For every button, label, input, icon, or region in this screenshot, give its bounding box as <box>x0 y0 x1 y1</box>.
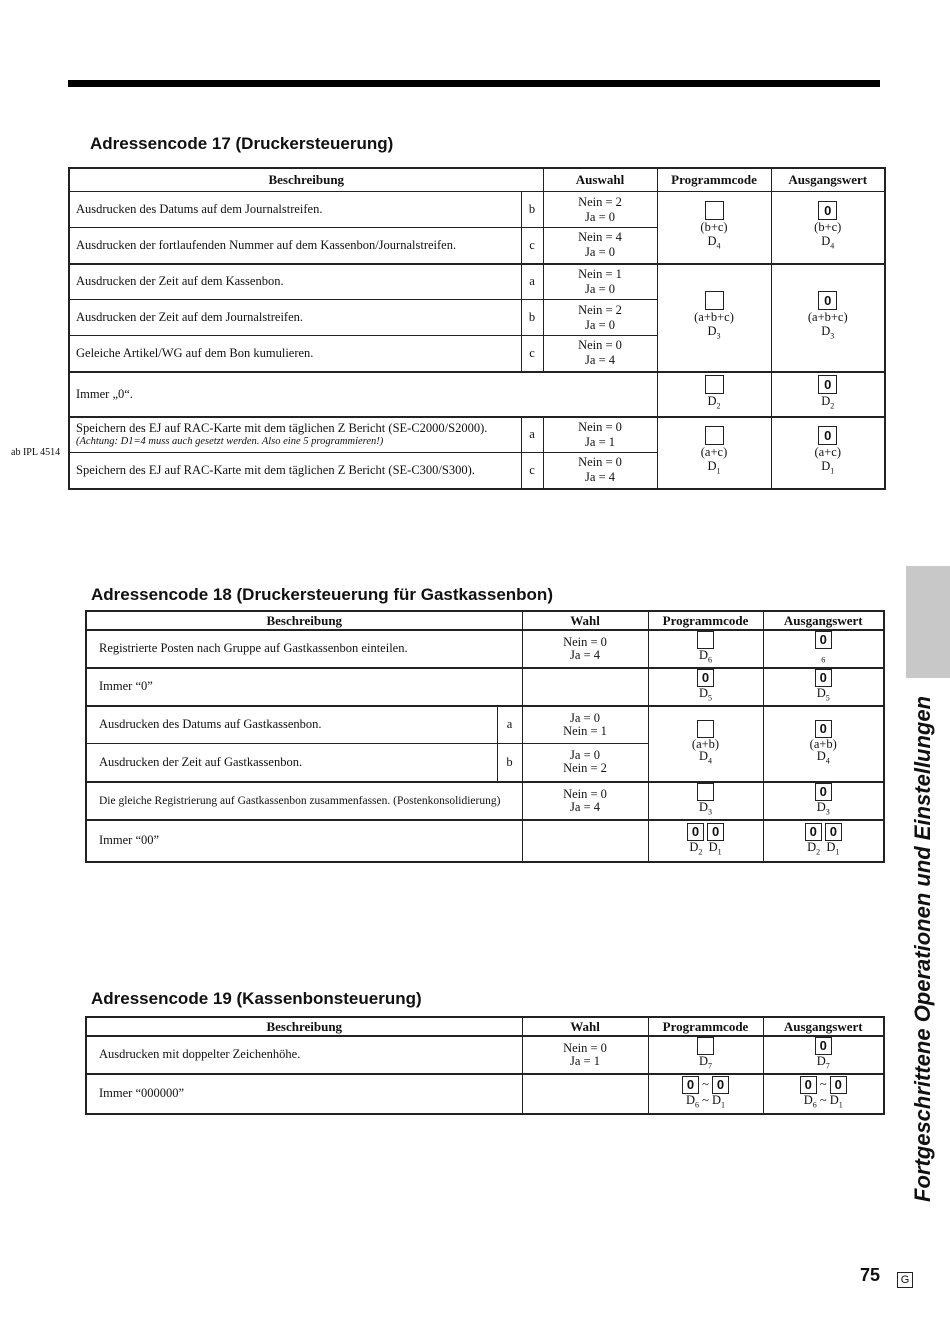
section-17-title: Adressencode 17 (Druckersteuerung) <box>90 134 394 153</box>
program-code-d4: (b+c) $D_4$ <box>657 192 771 264</box>
table-row <box>86 668 884 706</box>
program-code-d4: (a+b) $D_4$ <box>648 706 763 782</box>
page-number: 75 <box>860 1265 881 1285</box>
row-values: Nein = 2 Ja = 0 <box>543 300 657 336</box>
digit-input-box[interactable] <box>705 426 724 445</box>
default-value-d3: 0 $D_3$ <box>763 782 884 820</box>
digit-input-box[interactable] <box>697 631 714 649</box>
default-digit-box: 0 <box>815 1037 832 1055</box>
default-value-d2-d1: 0 0 $D_2$ $D_1$ <box>763 820 884 862</box>
header-beschreibung: Beschreibung <box>86 611 522 630</box>
table-row <box>69 417 885 453</box>
digit-box[interactable]: 0 <box>687 823 704 841</box>
program-code-d2-d1: 0 0 $D_2$ $D_1$ <box>648 820 763 862</box>
header-beschreibung: Beschreibung <box>69 168 543 192</box>
default-digit-box: 0 <box>825 823 842 841</box>
default-value-d1: 0 (a+c) $D_1$ <box>771 417 885 489</box>
digit-box[interactable]: 0 <box>712 1076 729 1094</box>
row-description: Ausdrucken mit doppelter Zeichenhöhe. <box>86 1036 522 1074</box>
program-code-d7: $D_7$ <box>648 1036 763 1074</box>
header-ausgangswert: Ausgangswert <box>763 1017 884 1036</box>
row-letter: c <box>521 228 543 264</box>
row-values: Nein = 2 Ja = 0 <box>543 192 657 228</box>
default-value-d4: 0 (a+b) $D_4$ <box>763 706 884 782</box>
header-ausgangswert: Ausgangswert <box>771 168 885 192</box>
table-18 <box>85 610 885 863</box>
row-description: Speichern des EJ auf RAC-Karte mit dem täglichen Z Bericht (SE-C300/S300). <box>69 453 521 489</box>
row-letter: a <box>521 264 543 300</box>
default-digit-box: 0 <box>830 1076 847 1094</box>
row-values: Ja = 0 Nein = 1 <box>522 706 648 744</box>
table-row <box>69 264 885 300</box>
row-description: Immer “00” <box>86 820 522 862</box>
program-code-d6-d1: 0 ~ 0 $D_6$ ~ $D_1$ <box>648 1074 763 1114</box>
program-code-d1: (a+c) $D_1$ <box>657 417 771 489</box>
language-badge: G <box>897 1272 913 1288</box>
digit-box[interactable]: 0 <box>682 1076 699 1094</box>
default-value-d3: 0 (a+b+c) $D_3$ <box>771 264 885 372</box>
default-value-d7: 0 $D_7$ <box>763 1036 884 1074</box>
row-values: Nein = 0 Ja = 4 <box>522 630 648 668</box>
digit-input-box[interactable] <box>705 291 724 310</box>
header-ausgangswert: Ausgangswert <box>763 611 884 630</box>
chapter-tab <box>906 566 950 678</box>
digit-input-box[interactable] <box>705 375 724 394</box>
table-19 <box>85 1016 885 1115</box>
margin-note: ab IPL 4514 <box>11 447 61 458</box>
empty-cell <box>522 668 648 706</box>
row-description: Ausdrucken der Zeit auf dem Journalstreifen. <box>69 300 521 336</box>
row-description: Immer “0” <box>86 668 522 706</box>
table-row <box>86 782 884 820</box>
table-17 <box>68 167 886 490</box>
row-values: Nein = 4 Ja = 0 <box>543 228 657 264</box>
row-values: Nein = 0 Ja = 4 <box>543 336 657 372</box>
row-letter: b <box>521 300 543 336</box>
default-value-d6: 0 $_6$ <box>763 630 884 668</box>
table-row <box>86 1036 884 1074</box>
table-row <box>86 706 884 744</box>
row-letter: b <box>497 744 522 782</box>
default-value-d5: 0 $D_5$ <box>763 668 884 706</box>
row-description: Speichern des EJ auf RAC-Karte mit dem täglichen Z Bericht (SE-C2000/S2000). (Achtung: D1=4 muss auch gesetzt werden. Also eine 5 programmieren!) <box>69 417 521 453</box>
row-description: Ausdrucken der fortlaufenden Nummer auf dem Kassenbon/Journalstreifen. <box>69 228 521 264</box>
default-digit-box: 0 <box>818 201 837 220</box>
top-rule <box>68 80 880 87</box>
row-values: Nein = 0 Ja = 4 <box>522 782 648 820</box>
default-value-d2: 0 $D_2$ <box>771 372 885 417</box>
row-description: Geleiche Artikel/WG auf dem Bon kumulieren. <box>69 336 521 372</box>
default-digit-box: 0 <box>800 1076 817 1094</box>
row-description: Registrierte Posten nach Gruppe auf Gastkassenbon einteilen. <box>86 630 522 668</box>
digit-input-box[interactable] <box>697 783 714 801</box>
section-18-title: Adressencode 18 (Druckersteuerung für Gastkassenbon) <box>91 585 553 604</box>
default-value-d4: 0 (b+c) $D_4$ <box>771 192 885 264</box>
default-digit-box: 0 <box>815 783 832 801</box>
row-letter: a <box>521 417 543 453</box>
row-description: Ausdrucken der Zeit auf Gastkassenbon. <box>86 744 497 782</box>
row-description: Ausdrucken der Zeit auf dem Kassenbon. <box>69 264 521 300</box>
row-values: Nein = 0 Ja = 1 <box>543 417 657 453</box>
row-note: (Achtung: D1=4 muss auch gesetzt werden. Also eine 5 programmieren!) <box>76 435 384 447</box>
row-values: Nein = 1 Ja = 0 <box>543 264 657 300</box>
header-wahl: Wahl <box>522 1017 648 1036</box>
header-beschreibung: Beschreibung <box>86 1017 522 1036</box>
default-digit-box: 0 <box>805 823 822 841</box>
table-row <box>69 192 885 228</box>
row-description: Die gleiche Registrierung auf Gastkassenbon zusammenfassen. (Postenkonsolidierung) <box>86 782 522 820</box>
table-row <box>86 630 884 668</box>
table-row <box>86 1074 884 1114</box>
empty-cell <box>522 820 648 862</box>
row-description: Immer „0“. <box>69 372 657 417</box>
row-values: Nein = 0 Ja = 1 <box>522 1036 648 1074</box>
digit-box[interactable]: 0 <box>697 669 714 687</box>
row-letter: b <box>521 192 543 228</box>
digit-input-box[interactable] <box>697 720 714 738</box>
default-digit-box: 0 <box>815 669 832 687</box>
default-value-d6-d1: 0 ~ 0 $D_6$ ~ $D_1$ <box>763 1074 884 1114</box>
section-19-title: Adressencode 19 (Kassenbonsteuerung) <box>91 989 422 1008</box>
header-wahl: Wahl <box>522 611 648 630</box>
program-code-d6: $D_6$ <box>648 630 763 668</box>
default-digit-box: 0 <box>818 291 837 310</box>
default-digit-box: 0 <box>815 631 832 649</box>
digit-input-box[interactable] <box>705 201 724 220</box>
default-digit-box: 0 <box>815 720 832 738</box>
header-programmcode: Programmcode <box>648 1017 763 1036</box>
row-letter: c <box>521 453 543 489</box>
row-description: Ausdrucken des Datums auf dem Journalstreifen. <box>69 192 521 228</box>
header-auswahl: Auswahl <box>543 168 657 192</box>
digit-input-box[interactable] <box>697 1037 714 1055</box>
table-row <box>69 372 885 417</box>
row-values: Ja = 0 Nein = 2 <box>522 744 648 782</box>
header-programmcode: Programmcode <box>657 168 771 192</box>
row-values: Nein = 0 Ja = 4 <box>543 453 657 489</box>
empty-cell <box>522 1074 648 1114</box>
digit-box[interactable]: 0 <box>707 823 724 841</box>
program-code-d2: $D_2$ <box>657 372 771 417</box>
row-description: Ausdrucken des Datums auf Gastkassenbon. <box>86 706 497 744</box>
row-description: Immer “000000” <box>86 1074 522 1114</box>
program-code-d5: 0 $D_5$ <box>648 668 763 706</box>
header-programmcode: Programmcode <box>648 611 763 630</box>
table-row <box>86 820 884 862</box>
default-digit-box: 0 <box>818 426 837 445</box>
chapter-side-label: Fortgeschrittene Operationen und Einstellungen <box>910 695 935 1202</box>
row-letter: c <box>521 336 543 372</box>
row-letter: a <box>497 706 522 744</box>
default-digit-box: 0 <box>818 375 837 394</box>
program-code-d3: $D_3$ <box>648 782 763 820</box>
program-code-d3: (a+b+c) $D_3$ <box>657 264 771 372</box>
